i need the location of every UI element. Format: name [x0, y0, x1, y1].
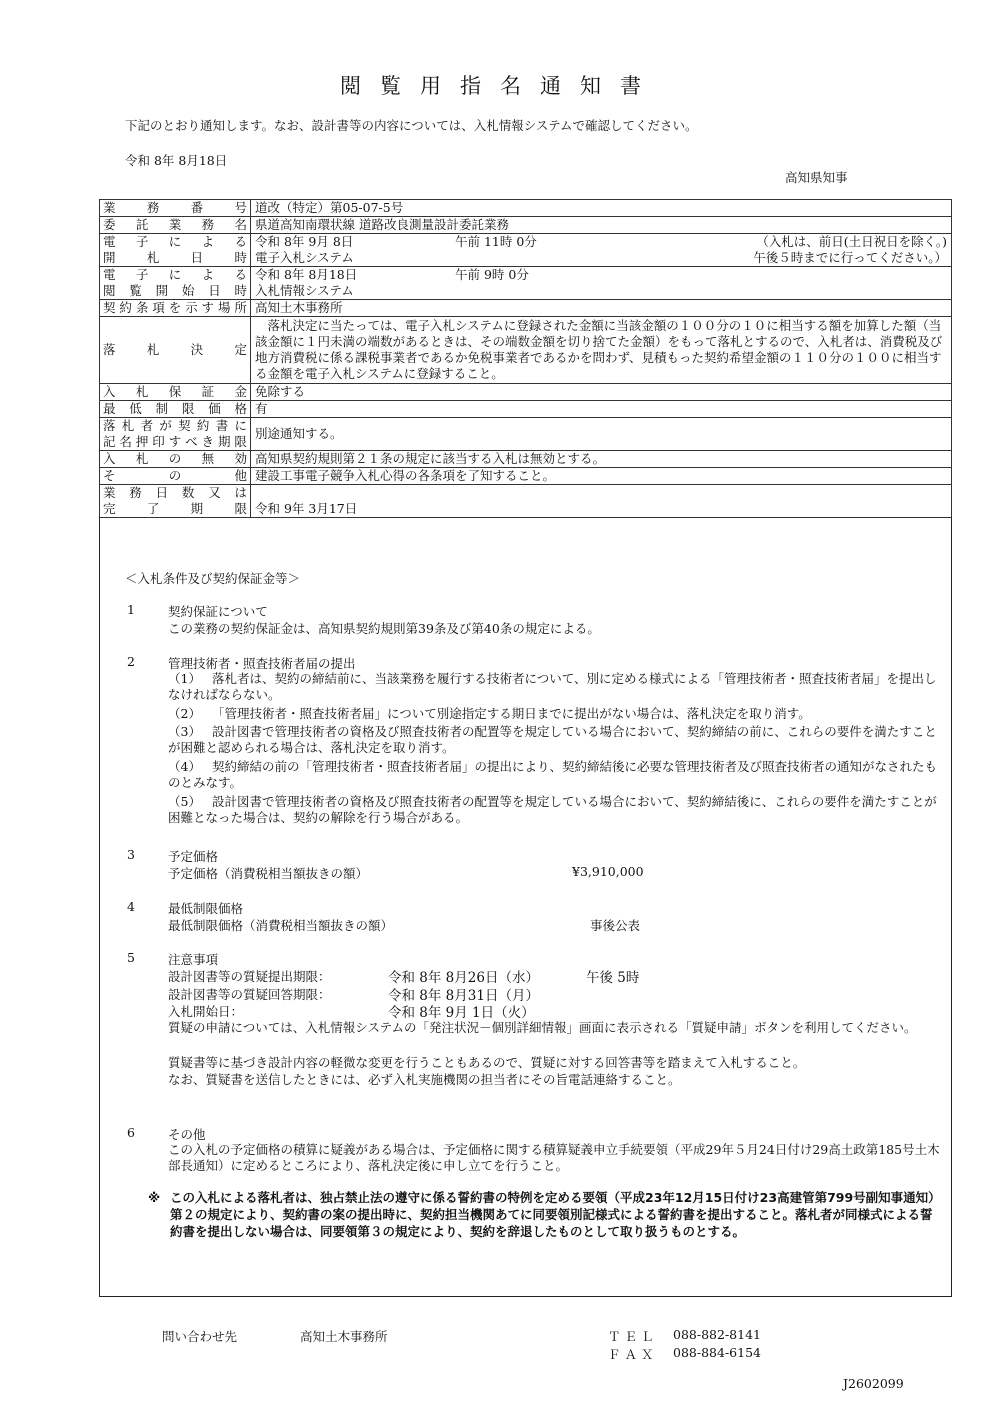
table-row	[100, 418, 952, 451]
entrusted-label: 委 託 業 務 名	[103, 217, 247, 232]
list-item	[168, 724, 948, 756]
view-date: 令和 8年 8月18日	[255, 267, 358, 282]
table-row	[100, 217, 952, 234]
fax-label: ＦＡＸ	[608, 1347, 658, 1362]
pledge-note	[148, 1189, 938, 1240]
opening-label-2: 開 札 日 時	[103, 250, 247, 265]
other-text: 建設工事電子競争入札心得の各条項を了知すること。	[251, 468, 952, 485]
tel-label: ＴＥＬ	[608, 1329, 658, 1344]
note-mark: ※	[148, 1190, 161, 1205]
opening-date: 令和 8年 9月 8日	[255, 234, 354, 249]
seal-label-1: 落 札 者 が 契 約 書 に	[103, 418, 247, 433]
item-text: 「管理技術者・照査技術者届」について別途指定する期日までに提出がない場合は、落札決定を取り消す。	[212, 706, 811, 721]
item-number: （2）	[168, 706, 201, 721]
item-text: 設計図書で管理技術者の資格及び照査技術者の配置等を規定している場合において、契約締結後に、これらの要件を満たすことが困難となった場合は、契約の解除を行う場合がある。	[168, 794, 937, 825]
days-label-2: 完 了 期 限	[103, 501, 247, 516]
section-5-title: 注意事項	[168, 952, 219, 967]
days-value: 令和 9年 3月17日	[251, 485, 952, 518]
table-row	[100, 317, 952, 384]
view-label-2: 閲 覧 開 始 日 時	[103, 283, 247, 298]
table-row	[100, 468, 952, 485]
question-deadline-label: 設計図書等の質疑提出期限：	[168, 969, 331, 984]
view-label-1: 電 子 に よ る	[103, 267, 247, 282]
intro-text: 下記のとおり通知します。なお、設計書等の内容については、入札情報システムで確認してください。	[125, 118, 698, 133]
section-2-number: 2	[127, 654, 135, 669]
opening-note-2: 午後５時までに行ってください。）	[753, 250, 947, 265]
notice-paragraph-1: 質疑の申請については、入札情報システムの「発注状況－個別詳細情報」画面に表示される「質疑申請」ボタンを利用してください。	[168, 1020, 917, 1035]
min-price-detail-label: 最低制限価格（消費税相当額抜きの額）	[168, 918, 394, 933]
min-price: 有	[251, 401, 952, 418]
view-time: 午前 9時 0分	[455, 267, 529, 282]
award-text: 落札決定に当たっては、電子入札システムに登録された金額に当該金額の１００分の１０に相当する額を加算した額（当該金額に１円未満の端数があるときは、その端数金額を切り捨てた金額）をもって落札とするので、入札者は、消費税及び地方消費税に係る課税事業者であるか免税事業者であるかを問わず、見積もった契約希望金額の１１０分の１００に相当する金額を電子入札システムに登録すること。	[255, 318, 943, 381]
opening-system: 電子入札システム	[255, 250, 354, 265]
seal-label-2: 記 名 押 印 す べ き 期 限	[103, 434, 247, 449]
table-row	[100, 300, 952, 317]
answer-deadline-label: 設計図書等の質疑回答期限：	[168, 987, 331, 1002]
list-item	[168, 794, 948, 826]
item-number: （3）	[168, 724, 201, 739]
issuer: 高知県知事	[785, 170, 848, 185]
table-row	[100, 384, 952, 401]
invalid-text: 高知県契約規則第２１条の規定に該当する入札は無効とする。	[251, 451, 952, 468]
contact-office: 高知土木事務所	[300, 1329, 388, 1344]
contract-place: 高知土木事務所	[251, 300, 952, 317]
entrusted-name: 県道高知南環状線 道路改良測量設計委託業務	[251, 217, 952, 234]
table-row	[100, 401, 952, 418]
page-title: 閲覧用指名通知書	[340, 74, 660, 98]
contact-label: 問い合わせ先	[162, 1329, 238, 1344]
notice-paragraph-2: 質疑書等に基づき設計内容の軽微な変更を行うこともあるので、質疑に対する回答書等を踏まえて入札すること。	[168, 1055, 806, 1070]
section-4-number: 4	[127, 899, 135, 914]
question-deadline-date: 令和 8年 8月26日（水）	[388, 970, 539, 986]
item-number: （5）	[168, 794, 201, 809]
award-label: 落 札 決 定	[103, 342, 247, 357]
table-row	[100, 485, 952, 518]
section-6-body: この入札の予定価格の積算に疑義がある場合は、予定価格に関する積算疑義申立手続要領（平成29年５月24日付け29高土政第185号土木部長通知）に定めるところにより、落札決定後に申し立てを行うこと。	[168, 1142, 940, 1173]
section-6-number: 6	[127, 1125, 135, 1140]
item-number: （4）	[168, 759, 201, 774]
bid-start-date: 令和 8年 9月 1日（火）	[388, 1005, 535, 1021]
table-row	[100, 234, 952, 267]
item-text: 契約締結の前の「管理技術者・照査技術者届」の提出により、契約締結後に必要な管理技術者及び照査技術者の通知がなされたものとみなす。	[168, 759, 938, 790]
notice-paragraph-3: なお、質疑書を送信したときには、必ず入札実施機関の担当者にその旨電話連絡すること。	[168, 1072, 681, 1087]
document-id: J2602099	[843, 1376, 904, 1391]
opening-label-1: 電 子 に よ る	[103, 234, 247, 249]
planned-price-value: ¥3,910,000	[572, 864, 644, 879]
business-no-label: 業 務 番 号	[103, 200, 247, 215]
section-3-title: 予定価格	[168, 849, 219, 864]
item-text: 落札者は、契約の締結前に、当該業務を履行する技術者について、別に定める様式による「管理技術者・照査技術者届」を提出しなければならない。	[168, 671, 937, 702]
item-text: 設計図書で管理技術者の資格及び照査技術者の配置等を規定している場合において、契約締結の前に、これらの要件を満たすことが困難と認められる場合は、落札決定を取り消す。	[168, 724, 937, 755]
bid-start-label: 入札開始日：	[168, 1004, 244, 1019]
section-1-title: 契約保証について	[168, 604, 268, 619]
section-4-title: 最低制限価格	[168, 901, 244, 916]
list-item	[168, 706, 948, 722]
seal-deadline: 別途通知する。	[251, 418, 952, 451]
bid-bond: 免除する	[251, 384, 952, 401]
view-system: 入札情報システム	[255, 283, 354, 298]
table-row	[100, 267, 952, 300]
fax-number: 088-884-6154	[673, 1345, 761, 1360]
section-2-title: 管理技術者・照査技術者届の提出	[168, 656, 356, 671]
section-6-title: その他	[168, 1127, 206, 1142]
invalid-label: 入 札 の 無 効	[103, 451, 247, 466]
section-5-number: 5	[127, 950, 135, 965]
opening-time: 午前 11時 0分	[455, 234, 537, 249]
note-text: この入札による落札者は、独占禁止法の遵守に係る誓約書の特例を定める要領（平成23年12月15日付け23高建管第799号副知事通知）第２の規定により、契約書の案の提出時に、契約担当機関あてに同要領別記様式による誓約書を提出すること。落札者が同様式による誓約書を提出しない場合は、同要領第３の規定により、契約を辞退したものとして取り扱うものとする。	[170, 1190, 935, 1239]
list-item	[168, 759, 948, 791]
answer-deadline-date: 令和 8年 8月31日（月）	[388, 988, 539, 1004]
planned-price-label: 予定価格（消費税相当額抜きの額）	[168, 866, 369, 881]
table-row	[100, 451, 952, 468]
section-1-body: この業務の契約保証金は、高知県契約規則第39条及び第40条の規定による。	[168, 621, 600, 636]
conditions-heading: ＜入札条件及び契約保証金等＞	[125, 571, 301, 586]
question-deadline-time: 午後 5時	[586, 970, 640, 986]
days-label-1: 業 務 日 数 又 は	[103, 485, 247, 500]
item-number: （1）	[168, 671, 201, 686]
other-label: そ の 他	[103, 468, 247, 483]
min-price-label: 最 低 制 限 価 格	[103, 401, 247, 416]
tel-number: 088-882-8141	[673, 1327, 761, 1342]
contract-place-label: 契 約 条 項 を 示 す 場 所	[103, 300, 247, 315]
bid-bond-label: 入 札 保 証 金	[103, 384, 247, 399]
opening-note-1: （入札は、前日(土日祝日を除く。)	[756, 234, 947, 249]
section-1-number: 1	[127, 602, 135, 617]
table-row	[100, 200, 952, 217]
list-item	[168, 671, 948, 703]
issue-date: 令和 8年 8月18日	[125, 153, 228, 168]
business-no: 道改（特定）第05-07-5号	[251, 200, 952, 217]
min-price-detail-value: 事後公表	[590, 918, 641, 933]
notice-table	[99, 199, 952, 518]
section-3-number: 3	[127, 847, 135, 862]
